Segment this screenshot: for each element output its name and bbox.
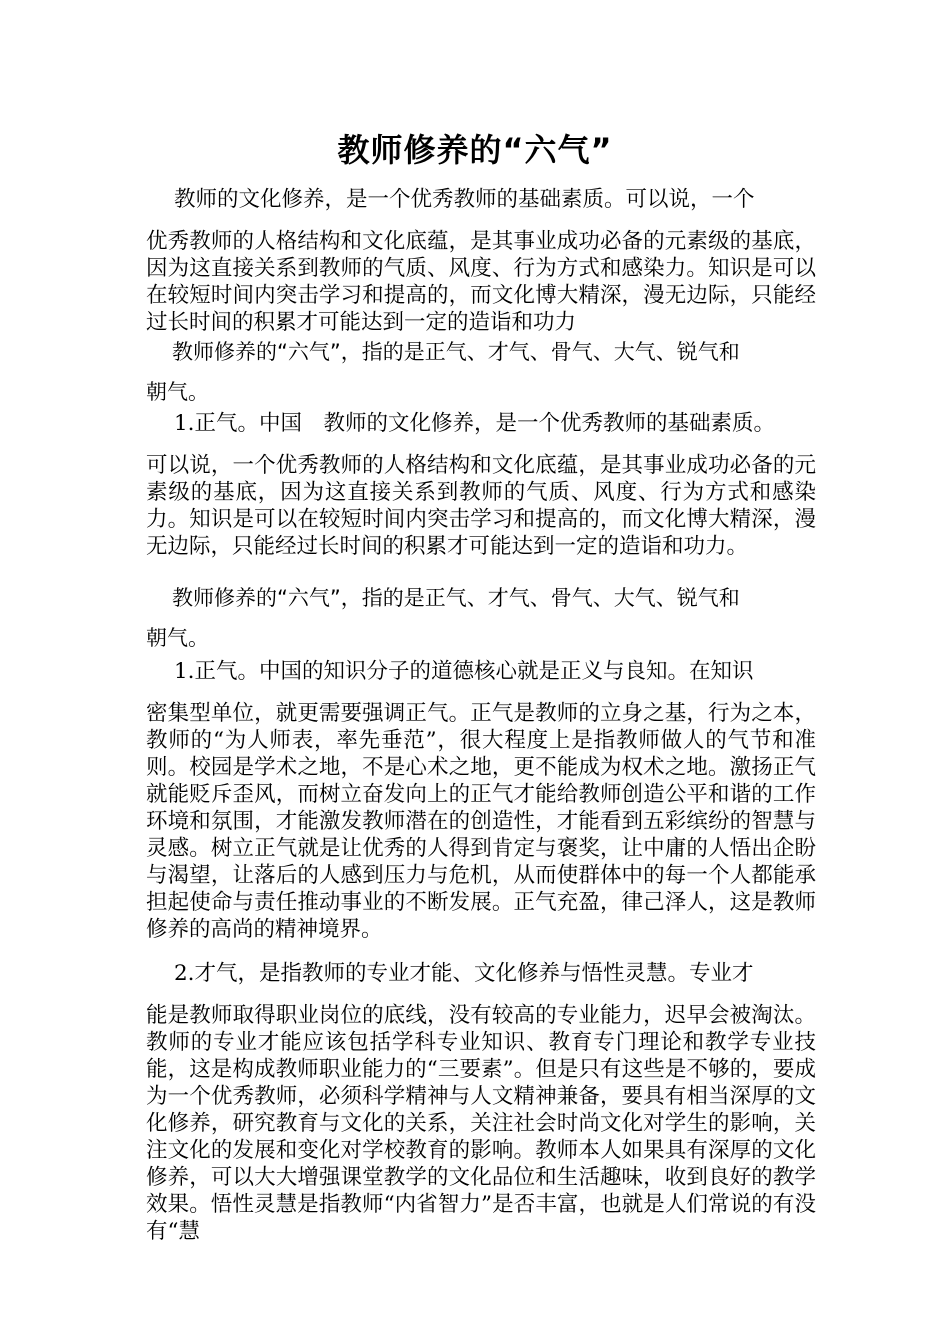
paragraph-body: 优秀教师的人格结构和文化底蕴，是其事业成功必备的元素级的基底，因为这直接关系到教师的气质、风度、行为方式和感染力。知识是可以在较短时间内突击学习和提高的，而文化博大精深，漫无边际，只能经过长时间的积累才可能达到一定的造诣和功力 bbox=[146, 229, 816, 335]
paragraph-intro bbox=[146, 180, 816, 336]
page-title: 教师修养的“六气” bbox=[337, 131, 613, 169]
paragraph-line: 朝气。 bbox=[146, 626, 209, 650]
paragraph-line: 朝气。 bbox=[146, 380, 209, 404]
paragraph-first-line: 1.正气。中国 教师的文化修养，是一个优秀教师的基础素质。 bbox=[174, 411, 776, 436]
paragraph-caiqi bbox=[146, 954, 816, 1245]
paragraph-zhengqi bbox=[146, 652, 816, 943]
paragraph-body: 密集型单位，就更需要强调正气。正气是教师的立身之基，行为之本，教师的“为人师表，率先垂范”，很大程度上是指教师做人的气节和准则。校园是学术之地，不是心术之地，更不能成为权术之地。激扬正气就能贬斥歪风，而树立奋发向上的正气才能给教师创造公平和谐的工作环境和氛围，才能激发教师潜在的创造性，才能看到五彩缤纷的智慧与灵感。树立正气就是让优秀的人得到肯定与褒奖，让中庸的人悟出企盼与渴望，让落后的人感到压力与危机，从而使群体中的每一个人都能承担起使命与责任推动事业的不断发展。正气充盈，律己泽人，这是教师修养的高尚的精神境界。 bbox=[146, 701, 816, 942]
paragraph-first-line: 2.才气，是指教师的专业才能、文化修养与悟性灵慧。专业才 bbox=[174, 961, 754, 986]
paragraph-six-qi bbox=[146, 334, 826, 410]
paragraph-body: 可以说，一个优秀教师的人格结构和文化底蕴，是其事业成功必备的元素级的基底，因为这直接关系到教师的气质、风度、行为方式和感染力。知识是可以在较短时间内突击学习和提高的，而文化博大精深，漫无边际，只能经过长时间的积累才可能达到一定的造诣和功力。 bbox=[146, 453, 816, 559]
paragraph-six-qi-repeat bbox=[146, 580, 826, 656]
paragraph-line: 教师修养的“六气”，指的是正气、才气、骨气、大气、锐气和 bbox=[172, 586, 740, 610]
paragraph-first-line: 教师的文化修养，是一个优秀教师的基础素质。可以说，一个 bbox=[174, 187, 755, 212]
paragraph-line: 教师修养的“六气”，指的是正气、才气、骨气、大气、锐气和 bbox=[172, 340, 740, 364]
paragraph-first-line: 1.正气。中国的知识分子的道德核心就是正义与良知。在知识 bbox=[174, 659, 754, 684]
paragraph-body: 能是教师取得职业岗位的底线，没有较高的专业能力，迟早会被淘汰。教师的专业才能应该包括学科专业知识、教育专门理论和教学专业技能，这是构成教师职业能力的“三要素”。但是只有这些是不够的，要成为一个优秀教师，必须科学精神与人文精神兼备，要具有相当深厚的文化修养，研究教育与文化的关系，关注社会时尚文化对学生的影响，关注文化的发展和变化对学校教育的影响。教师本人如果具有深厚的文化修养，可以大大增强课堂教学的文化品位和生活趣味，收到良好的教学效果。悟性灵慧是指教师“内省智力”是否丰富，也就是人们常说的有没有“慧 bbox=[146, 1003, 816, 1244]
paragraph-zhengqi-repeat bbox=[146, 404, 816, 560]
